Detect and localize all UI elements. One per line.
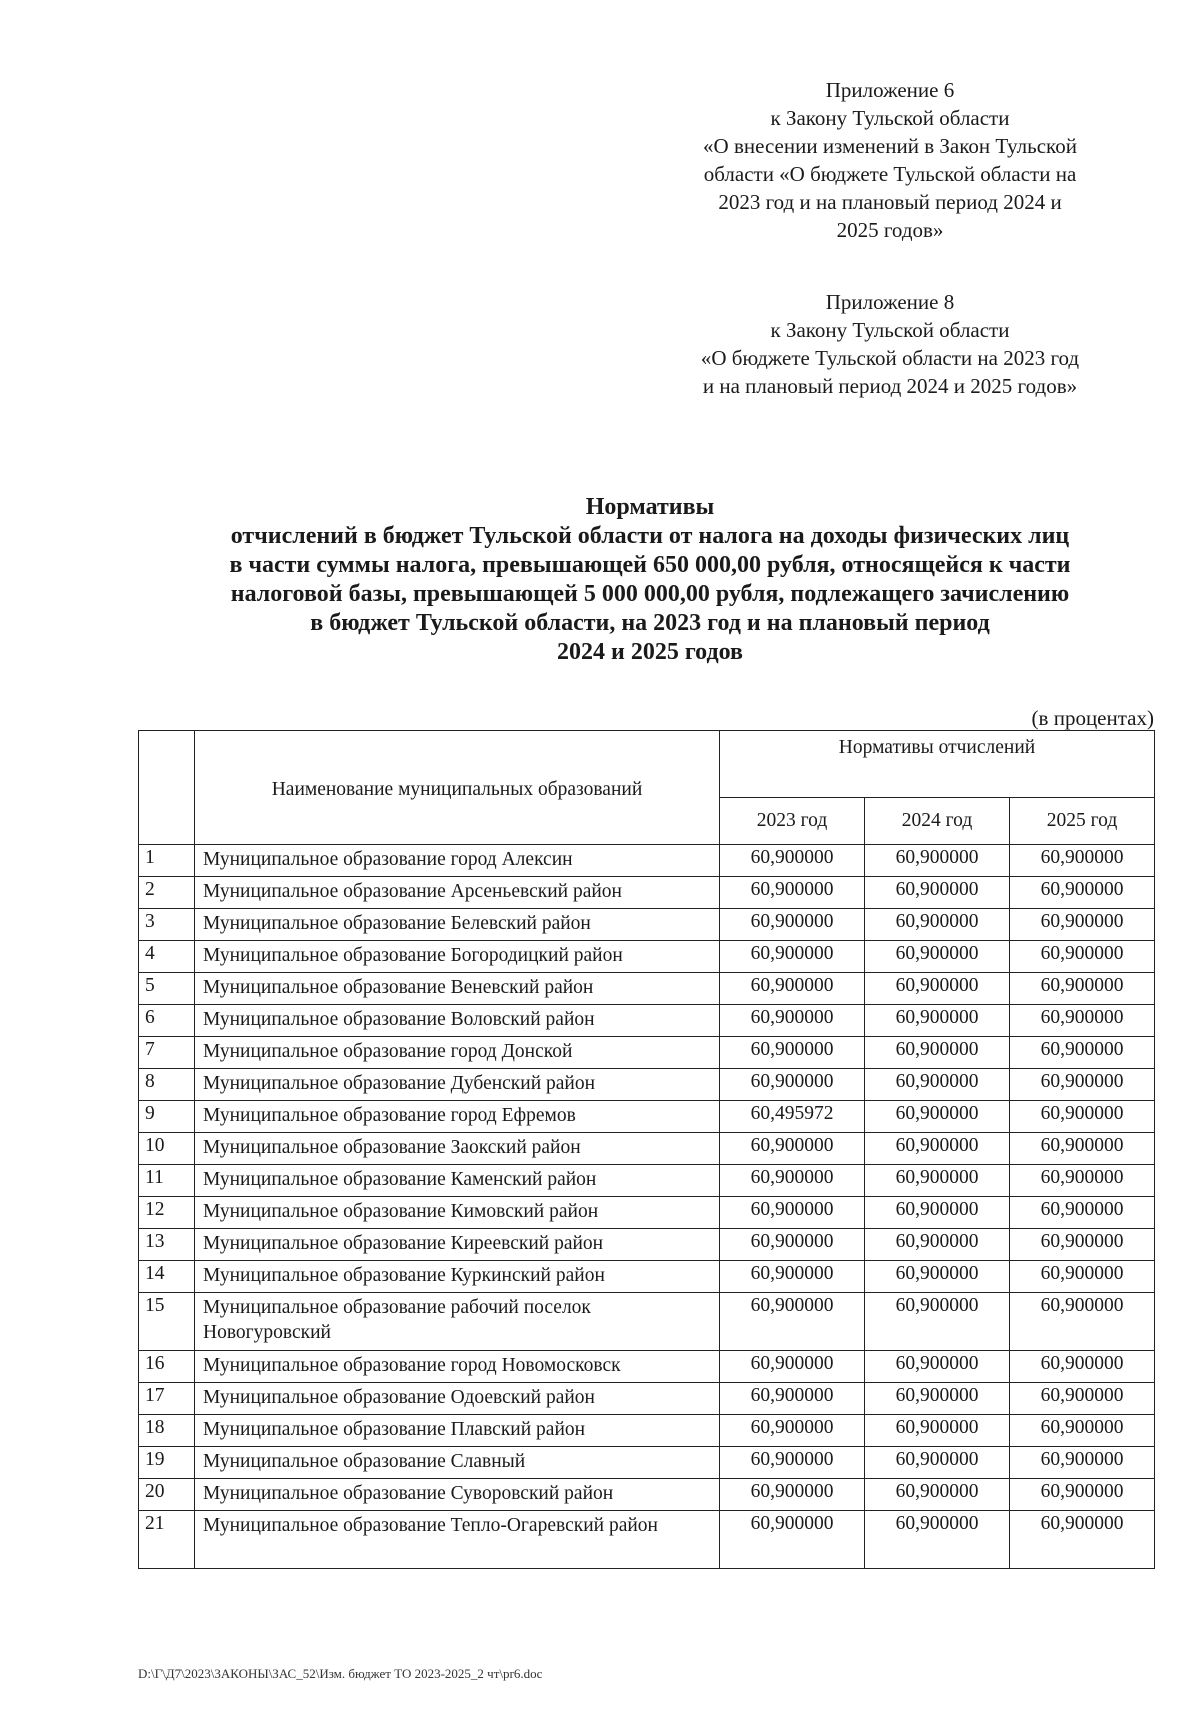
table-row — [139, 1415, 1155, 1447]
row-number: 6 — [139, 1005, 195, 1037]
row-name: Муниципальное образование Веневский район — [195, 973, 720, 1005]
row-value-2025: 60,900000 — [1010, 973, 1155, 1005]
row-value-2023: 60,900000 — [720, 1511, 865, 1569]
row-value-2024: 60,900000 — [865, 1351, 1010, 1383]
table-row — [139, 1511, 1155, 1569]
row-value-2025: 60,900000 — [1010, 1351, 1155, 1383]
appendix-8-line: к Закону Тульской области — [770, 318, 1010, 342]
appendix-6-line: «О внесении изменений в Закон Тульской — [703, 134, 1077, 158]
title-line: 2024 и 2025 годов — [557, 639, 743, 665]
row-number: 8 — [139, 1069, 195, 1101]
document-title — [100, 493, 1200, 667]
row-value-2024: 60,900000 — [865, 1037, 1010, 1069]
table-row — [139, 909, 1155, 941]
appendix-6-line: 2023 год и на плановый период 2024 и — [718, 190, 1062, 214]
row-number: 12 — [139, 1197, 195, 1229]
table-row — [139, 1479, 1155, 1511]
row-value-2024: 60,900000 — [865, 941, 1010, 973]
row-name: Муниципальное образование Арсеньевский район — [195, 877, 720, 909]
row-number: 14 — [139, 1261, 195, 1293]
row-number: 20 — [139, 1479, 195, 1511]
row-name: Муниципальное образование Плавский район — [195, 1415, 720, 1447]
title-line: отчислений в бюджет Тульской области от налога на доходы физических лиц — [230, 523, 1070, 549]
title-line: в бюджет Тульской области, на 2023 год и на плановый период — [310, 610, 990, 636]
row-number: 13 — [139, 1229, 195, 1261]
row-value-2025: 60,900000 — [1010, 1261, 1155, 1293]
row-value-2023: 60,900000 — [720, 1165, 865, 1197]
row-value-2024: 60,900000 — [865, 1165, 1010, 1197]
row-name: Муниципальное образование Одоевский район — [195, 1383, 720, 1415]
row-name: Муниципальное образование Киреевский район — [195, 1229, 720, 1261]
row-name: Муниципальное образование Тепло-Огаревский район — [195, 1511, 720, 1569]
row-name: Муниципальное образование Суворовский район — [195, 1479, 720, 1511]
table-row — [139, 1037, 1155, 1069]
units-note: (в процентах) — [1031, 706, 1154, 730]
table-row — [139, 1133, 1155, 1165]
row-number: 10 — [139, 1133, 195, 1165]
row-value-2025: 60,900000 — [1010, 941, 1155, 973]
row-value-2024: 60,900000 — [865, 1069, 1010, 1101]
row-number: 7 — [139, 1037, 195, 1069]
table-row — [139, 1197, 1155, 1229]
row-value-2023: 60,900000 — [720, 1293, 865, 1351]
file-path: D:\Г\Д7\2023\ЗАКОНЫ\ЗАС_52\Изм. бюджет ТО 2023-2025_2 чт\pr6.doc — [138, 1666, 543, 1681]
row-value-2025: 60,900000 — [1010, 1229, 1155, 1261]
table-row — [139, 941, 1155, 973]
row-name: Муниципальное образование Каменский район — [195, 1165, 720, 1197]
row-value-2024: 60,900000 — [865, 909, 1010, 941]
row-value-2023: 60,900000 — [720, 1447, 865, 1479]
row-value-2024: 60,900000 — [865, 845, 1010, 877]
title-line: Нормативы — [585, 494, 715, 520]
title-line: налоговой базы, превышающей 5 000 000,00 рубля, подлежащего зачислению — [230, 581, 1070, 607]
row-name: Муниципальное образование Куркинский район — [195, 1261, 720, 1293]
row-value-2024: 60,900000 — [865, 1197, 1010, 1229]
table-row — [139, 1351, 1155, 1383]
row-value-2025: 60,900000 — [1010, 1511, 1155, 1569]
row-value-2024: 60,900000 — [865, 1293, 1010, 1351]
row-value-2024: 60,900000 — [865, 1479, 1010, 1511]
table-row — [139, 1261, 1155, 1293]
row-value-2023: 60,900000 — [720, 1069, 865, 1101]
row-value-2024: 60,900000 — [865, 1229, 1010, 1261]
row-value-2023: 60,900000 — [720, 1383, 865, 1415]
row-value-2024: 60,900000 — [865, 1383, 1010, 1415]
row-value-2023: 60,900000 — [720, 1133, 865, 1165]
row-value-2025: 60,900000 — [1010, 877, 1155, 909]
row-name: Муниципальное образование город Донской — [195, 1037, 720, 1069]
row-value-2025: 60,900000 — [1010, 1037, 1155, 1069]
row-value-2023: 60,900000 — [720, 877, 865, 909]
title-line: в части суммы налога, превышающей 650 000,00 рубля, относящейся к части — [229, 552, 1071, 578]
row-number: 4 — [139, 941, 195, 973]
row-name: Муниципальное образование Богородицкий район — [195, 941, 720, 973]
row-value-2023: 60,900000 — [720, 1415, 865, 1447]
row-number: 17 — [139, 1383, 195, 1415]
row-name: Муниципальное образование Воловский район — [195, 1005, 720, 1037]
row-value-2025: 60,900000 — [1010, 1383, 1155, 1415]
row-value-2025: 60,900000 — [1010, 1197, 1155, 1229]
row-value-2024: 60,900000 — [865, 877, 1010, 909]
row-number: 1 — [139, 845, 195, 877]
row-number: 2 — [139, 877, 195, 909]
table-row — [139, 1069, 1155, 1101]
header-year-2023: 2023 год — [720, 798, 865, 845]
row-value-2023: 60,900000 — [720, 1351, 865, 1383]
row-value-2025: 60,900000 — [1010, 1479, 1155, 1511]
appendix-6-block — [655, 76, 1125, 244]
row-number: 15 — [139, 1293, 195, 1351]
row-value-2023: 60,900000 — [720, 1005, 865, 1037]
header-number-cell — [139, 731, 195, 845]
row-value-2024: 60,900000 — [865, 1511, 1010, 1569]
table-row — [139, 1101, 1155, 1133]
norms-table — [138, 730, 1155, 1569]
row-value-2025: 60,900000 — [1010, 1165, 1155, 1197]
appendix-8-line: «О бюджете Тульской области на 2023 год — [700, 346, 1080, 370]
table-row — [139, 1005, 1155, 1037]
appendix-6-line: к Закону Тульской области — [770, 106, 1010, 130]
row-name: Муниципальное образование Кимовский район — [195, 1197, 720, 1229]
row-value-2025: 60,900000 — [1010, 1447, 1155, 1479]
appendix-8-line: и на плановый период 2024 и 2025 годов» — [702, 374, 1078, 398]
row-value-2023: 60,900000 — [720, 1037, 865, 1069]
row-value-2023: 60,900000 — [720, 973, 865, 1005]
row-number: 18 — [139, 1415, 195, 1447]
table-row — [139, 1383, 1155, 1415]
row-value-2024: 60,900000 — [865, 973, 1010, 1005]
table-row — [139, 877, 1155, 909]
row-name: Муниципальное образование Дубенский район — [195, 1069, 720, 1101]
row-value-2024: 60,900000 — [865, 1101, 1010, 1133]
row-number: 21 — [139, 1511, 195, 1569]
row-value-2023: 60,900000 — [720, 1261, 865, 1293]
row-value-2023: 60,900000 — [720, 1479, 865, 1511]
table-row — [139, 973, 1155, 1005]
row-value-2024: 60,900000 — [865, 1447, 1010, 1479]
appendix-8-line: Приложение 8 — [825, 290, 955, 314]
appendix-6-line: области «О бюджете Тульской области на — [703, 162, 1077, 186]
table-header — [139, 731, 1155, 845]
row-name: Муниципальное образование рабочий поселок Новогуровский — [195, 1293, 720, 1351]
row-value-2025: 60,900000 — [1010, 845, 1155, 877]
row-value-2024: 60,900000 — [865, 1415, 1010, 1447]
row-value-2025: 60,900000 — [1010, 1415, 1155, 1447]
appendix-6-line: Приложение 6 — [825, 78, 955, 102]
row-name: Муниципальное образование Славный — [195, 1447, 720, 1479]
table-row — [139, 1165, 1155, 1197]
row-value-2023: 60,900000 — [720, 1229, 865, 1261]
appendix-8-block — [655, 288, 1125, 400]
row-value-2025: 60,900000 — [1010, 1005, 1155, 1037]
row-value-2023: 60,900000 — [720, 1197, 865, 1229]
row-value-2024: 60,900000 — [865, 1005, 1010, 1037]
table-row — [139, 1229, 1155, 1261]
row-value-2023: 60,495972 — [720, 1101, 865, 1133]
table-row — [139, 1293, 1155, 1351]
header-year-2025: 2025 год — [1010, 798, 1155, 845]
row-number: 9 — [139, 1101, 195, 1133]
table-body — [139, 845, 1155, 1569]
row-number: 11 — [139, 1165, 195, 1197]
appendix-6-line: 2025 годов» — [836, 218, 944, 242]
row-name: Муниципальное образование город Алексин — [195, 845, 720, 877]
row-name: Муниципальное образование город Новомосковск — [195, 1351, 720, 1383]
row-name: Муниципальное образование город Ефремов — [195, 1101, 720, 1133]
header-group-cell: Нормативы отчислений — [720, 731, 1155, 798]
row-number: 19 — [139, 1447, 195, 1479]
row-number: 5 — [139, 973, 195, 1005]
table-row — [139, 1447, 1155, 1479]
row-value-2025: 60,900000 — [1010, 1133, 1155, 1165]
row-value-2025: 60,900000 — [1010, 1293, 1155, 1351]
row-value-2025: 60,900000 — [1010, 1101, 1155, 1133]
row-name: Муниципальное образование Заокский район — [195, 1133, 720, 1165]
row-value-2025: 60,900000 — [1010, 1069, 1155, 1101]
row-name: Муниципальное образование Белевский район — [195, 909, 720, 941]
header-name-cell: Наименование муниципальных образований — [195, 731, 720, 845]
row-number: 3 — [139, 909, 195, 941]
row-value-2025: 60,900000 — [1010, 909, 1155, 941]
row-value-2023: 60,900000 — [720, 845, 865, 877]
row-number: 16 — [139, 1351, 195, 1383]
header-year-2024: 2024 год — [865, 798, 1010, 845]
table-row — [139, 845, 1155, 877]
row-value-2024: 60,900000 — [865, 1133, 1010, 1165]
row-value-2023: 60,900000 — [720, 909, 865, 941]
row-value-2024: 60,900000 — [865, 1261, 1010, 1293]
row-value-2023: 60,900000 — [720, 941, 865, 973]
